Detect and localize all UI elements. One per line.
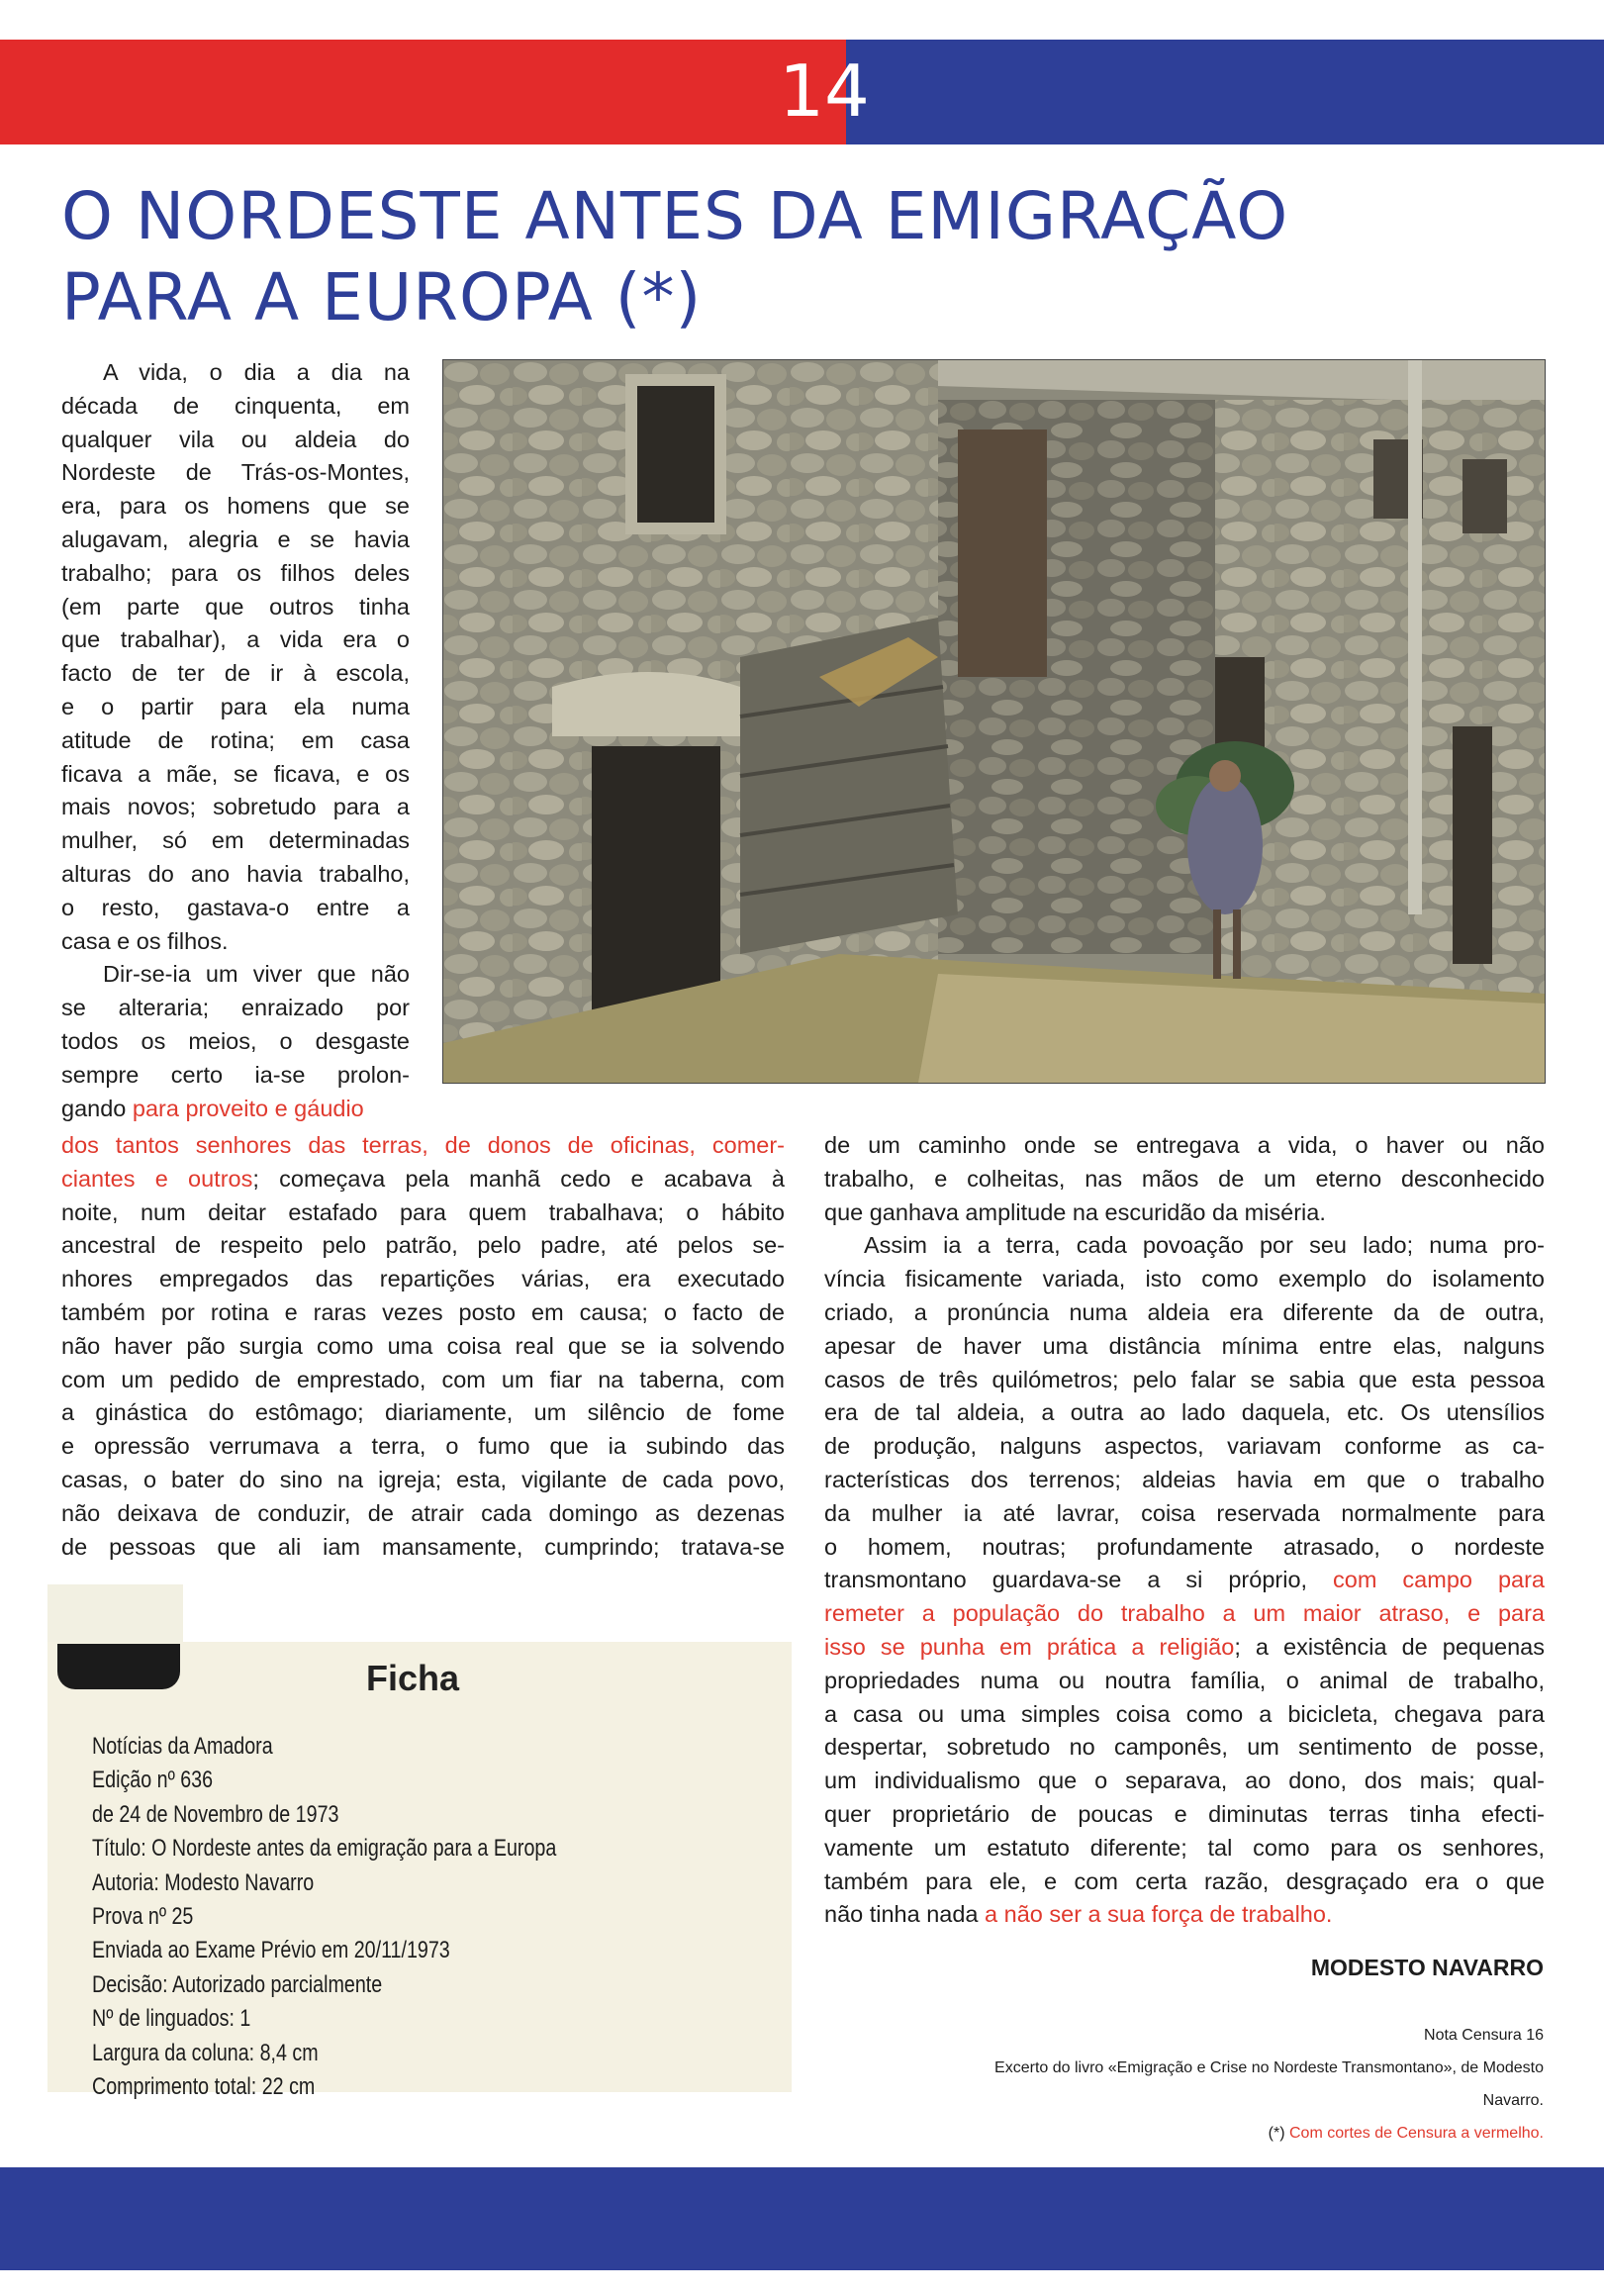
censored-text: isso se punha em prática a religião (824, 1633, 1235, 1660)
ficha-line: Enviada ao Exame Prévio em 20/11/1973 (92, 1937, 450, 1964)
censored-text: dos tantos senhores das terras, de donos de oficinas, comer- (61, 1132, 785, 1158)
text-line: quer proprietário de poucas e diminutas terras tinha efecti- (824, 1800, 1545, 1827)
text-line: trabalho; para os filhos deles (61, 559, 410, 586)
text-column-right (824, 1129, 1545, 1932)
ficha-marker (57, 1644, 180, 1689)
ficha-line: Título: O Nordeste antes da emigração para a Europa (92, 1835, 557, 1863)
censored-text: para proveito e gáudio (132, 1095, 364, 1121)
note-line: Excerto do livro «Emigração e Crise no Nordeste Transmontano», de Modesto (994, 2059, 1544, 2076)
censored-text: a não ser a sua força de trabalho. (978, 1901, 1333, 1928)
text-segment: não tinha nada (824, 1901, 979, 1928)
text-line: o resto, gastava-o entre a (61, 894, 410, 920)
ficha-line: Prova nº 25 (92, 1903, 194, 1931)
ficha-line: de 24 de Novembro de 1973 (92, 1800, 339, 1828)
page-number: 14 (779, 49, 870, 133)
text-line: criado, a pronúncia numa aldeia era diferente da de outra, (824, 1298, 1545, 1325)
text-line: de produção, nalguns aspectos, variavam conforme as ca- (824, 1433, 1545, 1460)
text-line: ancestral de respeito pelo patrão, pelo padre, até pelos se- (61, 1232, 785, 1259)
text-line: racterísticas dos terrenos; aldeias havia em que o trabalho (824, 1466, 1545, 1492)
note-line: Nota Censura 16 (1424, 2027, 1544, 2044)
text-line: não deixava de conduzir, de atrair cada domingo as dezenas (61, 1499, 785, 1526)
text-line: era, para os homens que se (61, 493, 410, 520)
text-line: propriedades numa ou noutra família, o animal de trabalho, (824, 1667, 1545, 1693)
text-line: que trabalhar), a vida era o (61, 626, 410, 653)
ficha-line: Notícias da Amadora (92, 1733, 273, 1760)
text-segment: transmontano guardava-se a si próprio, (824, 1567, 1308, 1593)
text-line: um individualismo que o separava, ao dono, dos mais; qual- (824, 1768, 1545, 1794)
text-line: trabalho, e colheitas, nas mãos de um eterno desconhecido (824, 1165, 1545, 1192)
village-photo (442, 359, 1546, 1084)
text-line: apesar de haver uma distância mínima entre elas, nalguns (824, 1332, 1545, 1359)
text-line: (em parte que outros tinha (61, 593, 410, 620)
text-column-left (61, 1129, 785, 1564)
text-line: era de tal aldeia, a outra ao lado daquela, etc. Os utensílios (824, 1399, 1545, 1426)
text-line: Assim ia a terra, cada povoação por seu lado; numa pro- (864, 1232, 1545, 1259)
text-line: casa e os filhos. (61, 927, 229, 954)
text-line: casos de três quilómetros; pelo falar se sabia que esta pessoa (824, 1366, 1545, 1392)
text-line: Dir-se-ia um viver que não (103, 961, 410, 988)
text-line: década de cinquenta, em (61, 392, 410, 419)
text-line: e opressão verrumava a terra, o fumo que ia subindo das (61, 1433, 785, 1460)
ficha-line: Comprimento total: 22 cm (92, 2073, 316, 2101)
author-name: MODESTO NAVARRO (1310, 1955, 1544, 1980)
text-line: e o partir para ela numa (61, 693, 410, 719)
text-line: víncia fisicamente variada, isto como exemplo do isolamento (824, 1266, 1545, 1292)
title-line-1: O NORDESTE ANTES DA EMIGRAÇÃO (61, 178, 1289, 254)
text-line: casas, o bater do sino na igreja; esta, vigilante de cada povo, (61, 1466, 785, 1492)
text-line: alugavam, alegria e se havia (61, 526, 410, 552)
title-line-2: PARA A EUROPA (*) (61, 259, 703, 335)
text-line: de pessoas que ali iam mansamente, cumprindo; tratava-se (61, 1533, 785, 1560)
ficha-details (92, 1730, 644, 2104)
text-line: de um caminho onde se entregava a vida, o haver ou não (824, 1132, 1545, 1158)
text-segment: ; começava pela manhã cedo e acabava à (252, 1165, 785, 1192)
text-line: qualquer vila ou aldeia do (61, 426, 410, 452)
text-segment: ; a existência de pequenas (1234, 1633, 1546, 1660)
text-column-top (61, 356, 410, 1125)
text-line: a ginástica do estômago; diariamente, um silêncio de fome (61, 1399, 785, 1426)
ficha-line: Largura da coluna: 8,4 cm (92, 2039, 319, 2066)
text-line: com um pedido de emprestado, com um fiar na taberna, com (61, 1366, 785, 1392)
text-line: se alteraria; enraizado por (61, 995, 410, 1021)
text-line: nhores empregados das repartições várias, era executado (61, 1266, 785, 1292)
text-segment: gando (61, 1095, 127, 1121)
text-line: a casa ou uma simples coisa como a bicicleta, chegava para (824, 1700, 1545, 1727)
text-line: que ganhava amplitude na escuridão da miséria. (824, 1198, 1326, 1225)
text-line: da mulher ia até lavrar, coisa reservada normalmente para (824, 1499, 1545, 1526)
note-line: Navarro. (1482, 2092, 1544, 2109)
text-line: também para ele, e com certa razão, desgraçado era o que (824, 1867, 1545, 1894)
ficha-line: Autoria: Modesto Navarro (92, 1868, 315, 1896)
ficha-line: Decisão: Autorizado parcialmente (92, 1970, 383, 1998)
censorship-note (861, 2019, 1544, 2150)
text-line: mulher, só em determinadas (61, 827, 410, 854)
text-line: vamente um estatuto diferente; tal como para os senhores, (824, 1834, 1545, 1861)
ficha-title: Ficha (366, 1658, 460, 1698)
text-line: ficava a mãe, se ficava, e os (61, 760, 410, 787)
ficha-line: Edição nº 636 (92, 1767, 214, 1794)
text-line: facto de ter de ir à escola, (61, 660, 410, 687)
article-title (61, 176, 1447, 338)
text-line: alturas do ano havia trabalho, (61, 860, 410, 887)
ficha-line: Nº de linguados: 1 (92, 2005, 251, 2033)
text-line: Nordeste de Trás-os-Montes, (61, 459, 410, 486)
header-band-blue (846, 40, 1604, 144)
text-line: mais novos; sobretudo para a (61, 794, 410, 820)
footer-band (0, 2167, 1604, 2270)
censored-text: ciantes e outros (61, 1165, 253, 1192)
text-line: atitude de rotina; em casa (61, 726, 410, 753)
text-line: também por rotina e raras vezes posto em causa; o facto de (61, 1298, 785, 1325)
text-line: não haver pão surgia como uma coisa real que se ia solvendo (61, 1332, 785, 1359)
censored-text: remeter a população do trabalho a um maior atraso, e para (824, 1600, 1545, 1627)
censored-text: com campo para (1307, 1567, 1545, 1593)
header-band-red (0, 40, 846, 144)
text-line: sempre certo ia-se prolon- (61, 1061, 410, 1088)
text-line: todos os meios, o desgaste (61, 1027, 410, 1054)
text-line: despertar, sobretudo no camponês, um sentimento de posse, (824, 1734, 1545, 1761)
text-line: A vida, o dia a dia na (103, 359, 410, 385)
text-line: o homem, noutras; profundamente atrasado, o nordeste (824, 1533, 1545, 1560)
text-line: noite, num deitar estafado para quem trabalhava; o hábito (61, 1198, 785, 1225)
note-red-text: Com cortes de Censura a vermelho. (1284, 2125, 1544, 2142)
note-asterisk: (*) (1268, 2125, 1285, 2142)
